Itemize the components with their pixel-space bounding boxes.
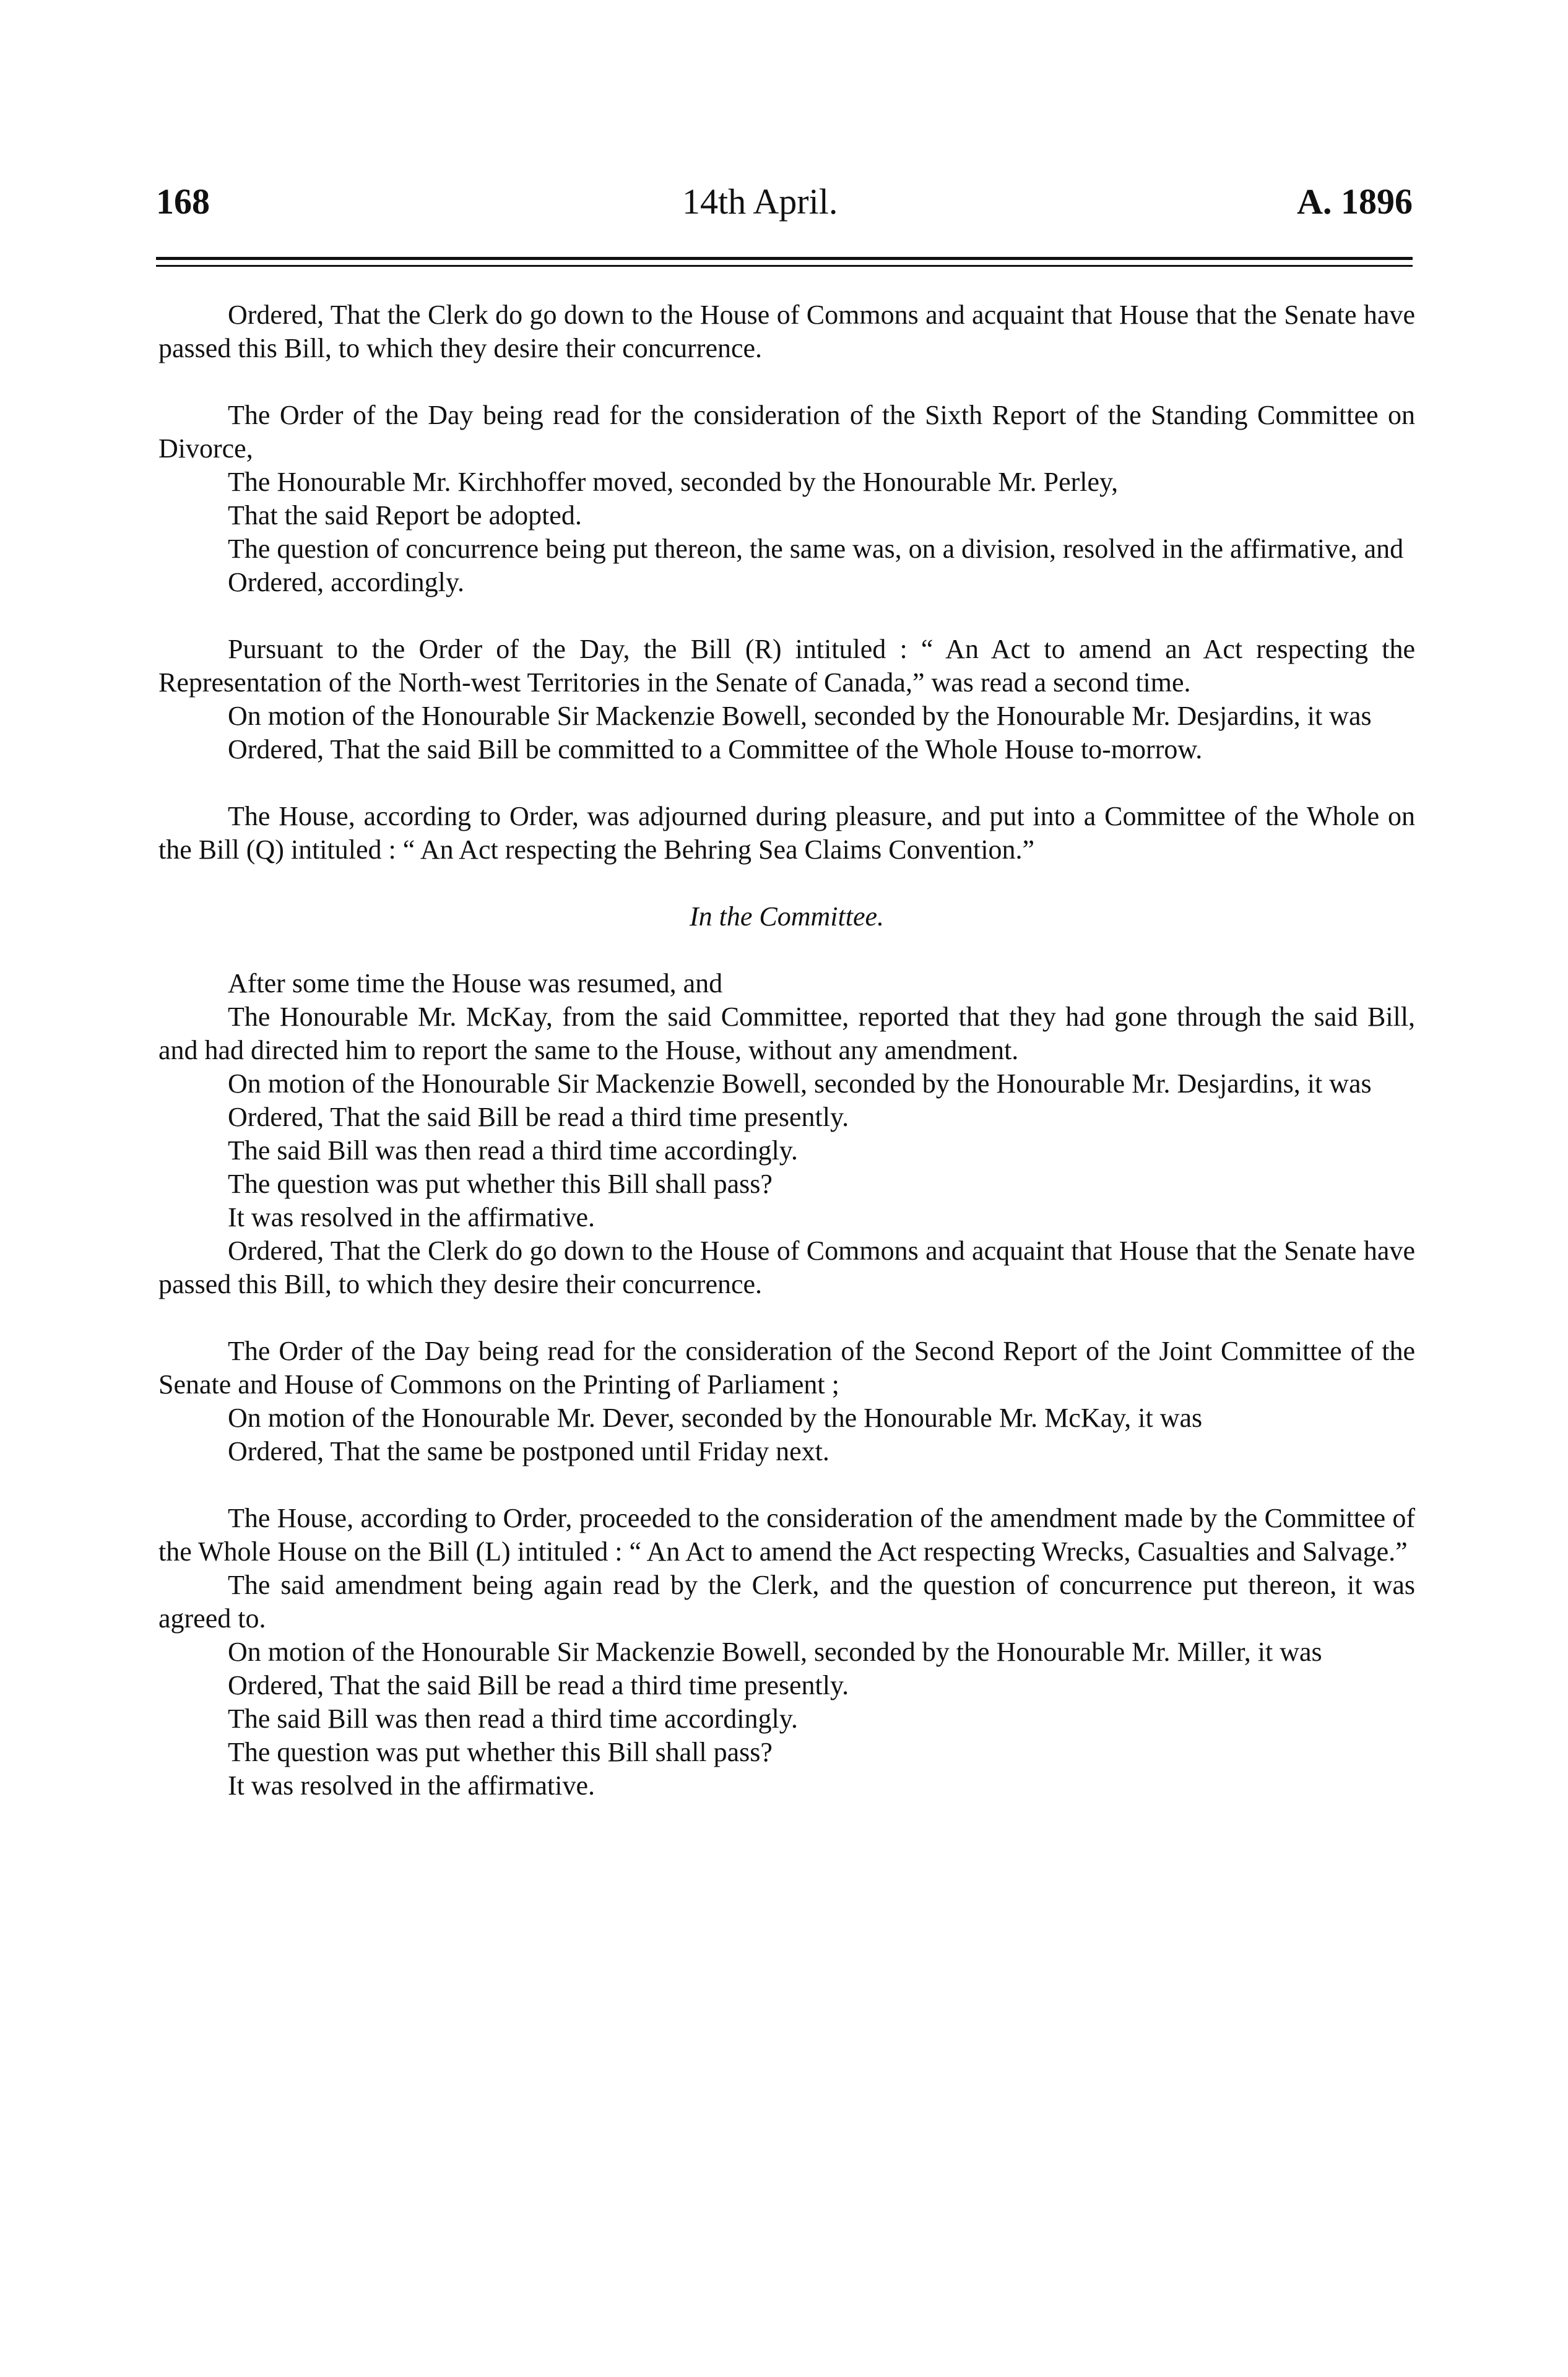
paragraph: The said Bill was then read a third time accordingly. bbox=[228, 1135, 798, 1166]
entry-block bbox=[158, 399, 1415, 599]
paragraph: Ordered, That the Clerk do go down to the House of Commons and acquaint that House that the Senate have passed this Bill, to which they desire their concurrence. bbox=[158, 300, 1415, 363]
paragraph: On motion of the Honourable Mr. Dever, seconded by the Honourable Mr. McKay, it was bbox=[228, 1403, 1203, 1433]
paragraph: The Order of the Day being read for the consideration of the Second Report of the Joint Committee of the Senate and House of Commons on the Printing of Parliament ; bbox=[158, 1336, 1415, 1400]
header-rule-thin bbox=[156, 265, 1413, 267]
entry-block bbox=[158, 633, 1415, 766]
paragraph: After some time the House was resumed, and bbox=[228, 968, 723, 998]
paragraph: The question was put whether this Bill shall pass? bbox=[228, 1737, 773, 1767]
paragraph: Ordered, That the said Bill be read a third time presently. bbox=[228, 1670, 849, 1700]
paragraph: The question of concurrence being put thereon, the same was, on a division, resolved in the affirmative, and bbox=[228, 534, 1404, 564]
page-header bbox=[156, 181, 1413, 224]
paragraph: Ordered, That the same be postponed until Friday next. bbox=[228, 1436, 829, 1466]
paragraph: Ordered, That the said Bill be read a third time presently. bbox=[228, 1102, 849, 1132]
entry-block bbox=[158, 1335, 1415, 1468]
paragraph: Ordered, accordingly. bbox=[228, 567, 464, 597]
paragraph: The Honourable Mr. McKay, from the said Committee, reported that they had gone through the said Bill, and had directed him to report the same to the House, without any amendment. bbox=[158, 1002, 1415, 1065]
paragraph: The said amendment being again read by the Clerk, and the question of concurrence put thereon, it was agreed to. bbox=[158, 1570, 1415, 1634]
page-date: 14th April. bbox=[682, 181, 838, 222]
page-number: 168 bbox=[156, 181, 210, 222]
entry-block bbox=[158, 1502, 1415, 1803]
page-body bbox=[158, 298, 1415, 1836]
paragraph: Pursuant to the Order of the Day, the Bill (R) intituled : “ An Act to amend an Act respecting the Representation of the North-west Territories in the Senate of Canada,” was read a second time. bbox=[158, 634, 1415, 698]
paragraph: On motion of the Honourable Sir Mackenzie Bowell, seconded by the Honourable Mr. Desjardins, it was bbox=[228, 701, 1372, 731]
committee-heading: In the Committee. bbox=[689, 901, 885, 932]
page-year: A. 1896 bbox=[1297, 181, 1413, 222]
paragraph: On motion of the Honourable Sir Mackenzie Bowell, seconded by the Honourable Mr. Desjardins, it was bbox=[228, 1068, 1372, 1099]
paragraph: Ordered, That the said Bill be committed to a Committee of the Whole House to-morrow. bbox=[228, 734, 1203, 764]
paragraph: The said Bill was then read a third time accordingly. bbox=[228, 1704, 798, 1734]
entry-block bbox=[158, 800, 1415, 867]
paragraph: The House, according to Order, proceeded to the consideration of the amendment made by the Committee of the Whole House on the Bill (L) intituled : “ An Act to amend the Act respecting Wrecks, Casualties and Salvage.” bbox=[158, 1503, 1415, 1567]
entry-block bbox=[158, 298, 1415, 365]
paragraph: The Order of the Day being read for the consideration of the Sixth Report of the Standing Committee on Divorce, bbox=[158, 400, 1415, 464]
paragraph: It was resolved in the affirmative. bbox=[228, 1202, 595, 1232]
paragraph: Ordered, That the Clerk do go down to the House of Commons and acquaint that House that the Senate have passed this Bill, to which they desire their concurrence. bbox=[158, 1236, 1415, 1299]
paragraph: On motion of the Honourable Sir Mackenzie Bowell, seconded by the Honourable Mr. Miller, it was bbox=[228, 1637, 1322, 1667]
paragraph: The Honourable Mr. Kirchhoffer moved, seconded by the Honourable Mr. Perley, bbox=[228, 467, 1119, 497]
entry-block bbox=[158, 967, 1415, 1301]
paragraph: The House, according to Order, was adjourned during pleasure, and put into a Committee of the Whole on the Bill (Q) intituled : “ An Act respecting the Behring Sea Claims Convention.” bbox=[158, 801, 1415, 865]
paragraph: That the said Report be adopted. bbox=[228, 500, 582, 530]
paragraph: It was resolved in the affirmative. bbox=[228, 1770, 595, 1801]
header-rule-thick bbox=[156, 257, 1413, 260]
paragraph: The question was put whether this Bill shall pass? bbox=[228, 1169, 773, 1199]
